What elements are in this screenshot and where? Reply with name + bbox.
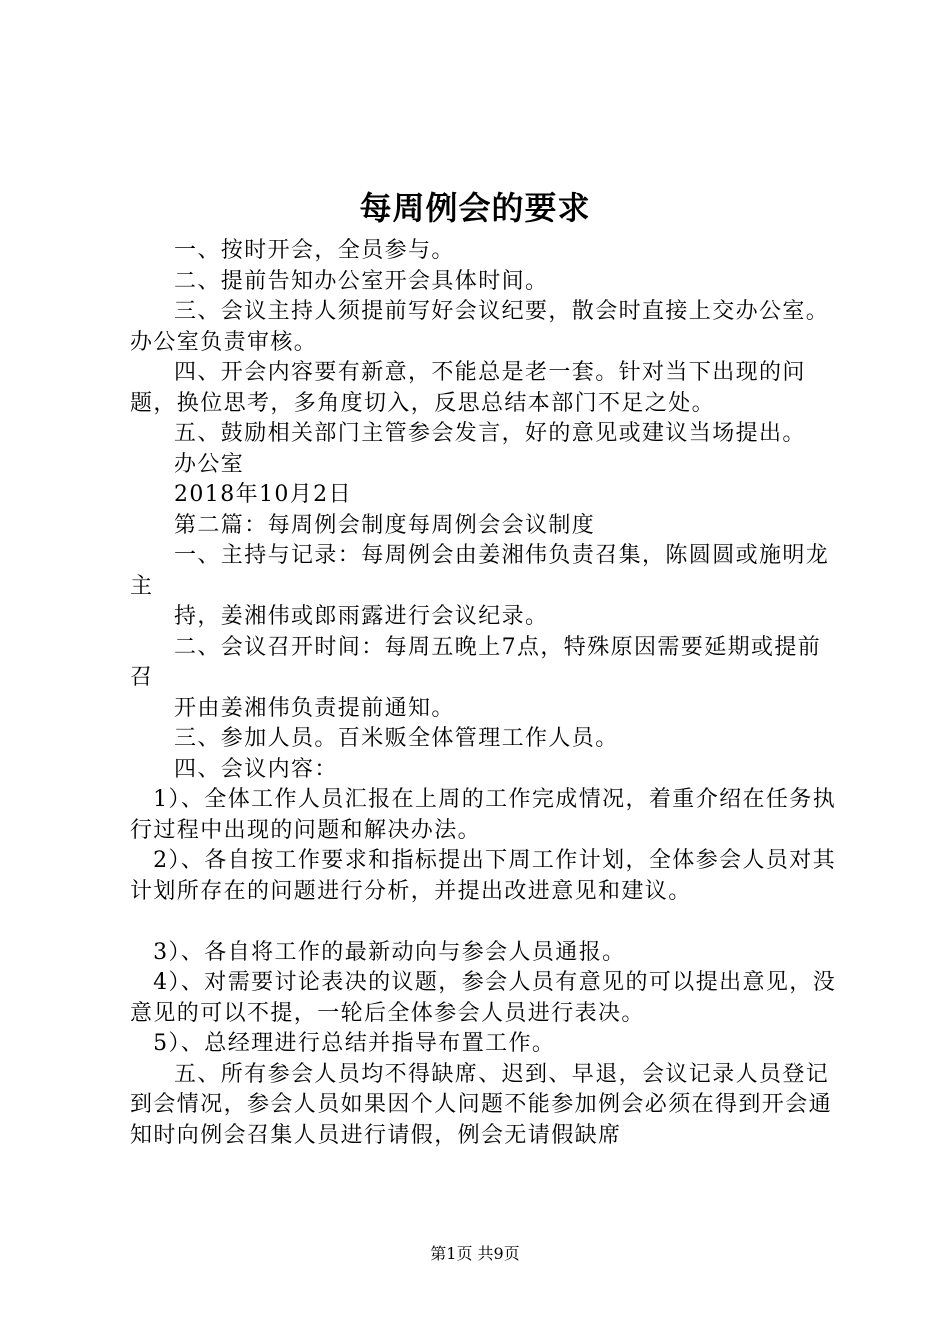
document-body — [130, 236, 840, 1151]
paragraph-1: 一、按时开会，全员参与。 — [174, 238, 455, 263]
paragraph-item-5: 5）、总经理进行总结并指导布置工作。 — [153, 1031, 556, 1056]
paragraph-time-2: 开由姜湘伟负责提前通知。 — [174, 695, 455, 721]
paragraph-item-2: 2）、各自按工作要求和指标提出下周工作计划，全体参会人员对其计划所存在的问题进行分析，并提出改进意见和建议。 — [130, 848, 837, 904]
paragraph-item-4: 4）、对需要讨论表决的议题，参会人员有意见的可以提出意见，没意见的可以不提，一轮后全体参会人员进行表决。 — [130, 970, 837, 1026]
signature-office: 办公室 — [174, 451, 245, 477]
paragraph-host-1: 一、主持与记录：每周例会由姜湘伟负责召集，陈圆圆或施明龙主 — [130, 543, 830, 599]
signature-date: 2018年10月2日 — [174, 482, 352, 507]
paragraph-host-2: 持，姜湘伟或郎雨露进行会议纪录。 — [174, 604, 549, 629]
paragraph-item-1: 1）、全体工作人员汇报在上周的工作完成情况，着重介绍在任务执行过程中出现的问题和解决办法。 — [130, 787, 837, 843]
blank-line — [130, 907, 840, 938]
page-title: 每周例会的要求 — [359, 189, 591, 227]
section-heading: 第二篇：每周例会制度每周例会会议制度 — [174, 512, 596, 538]
paragraph-time-1: 二、会议召开时间：每周五晚上7点，特殊原因需要延期或提前召 — [130, 634, 822, 690]
paragraph-3: 三、会议主持人须提前写好会议纪要，散会时直接上交办公室。办公室负责审核。 — [130, 299, 830, 355]
paragraph-2: 二、提前告知办公室开会具体时间。 — [174, 268, 549, 294]
paragraph-5: 五、鼓励相关部门主管参会发言，好的意见或建议当场提出。 — [174, 421, 806, 446]
paragraph-item-3: 3）、各自将工作的最新动向与参会人员通报。 — [153, 939, 626, 965]
paragraph-4: 四、开会内容要有新意，不能总是老一套。针对当下出现的问题，换位思考，多角度切入，反思总结本部门不足之处。 — [130, 360, 806, 416]
paragraph-attendees: 三、参加人员。百米贩全体管理工作人员。 — [174, 726, 619, 751]
paragraph-content-heading: 四、会议内容： — [174, 756, 338, 782]
paragraph-attendance: 五、所有参会人员均不得缺席、迟到、早退，会议记录人员登记到会情况，参会人员如果因个人问题不能参加例会必须在得到开会通知时向例会召集人员进行请假，例会无请假缺席 — [130, 1061, 833, 1148]
page-footer: 第1页 共9页 — [430, 1244, 520, 1263]
